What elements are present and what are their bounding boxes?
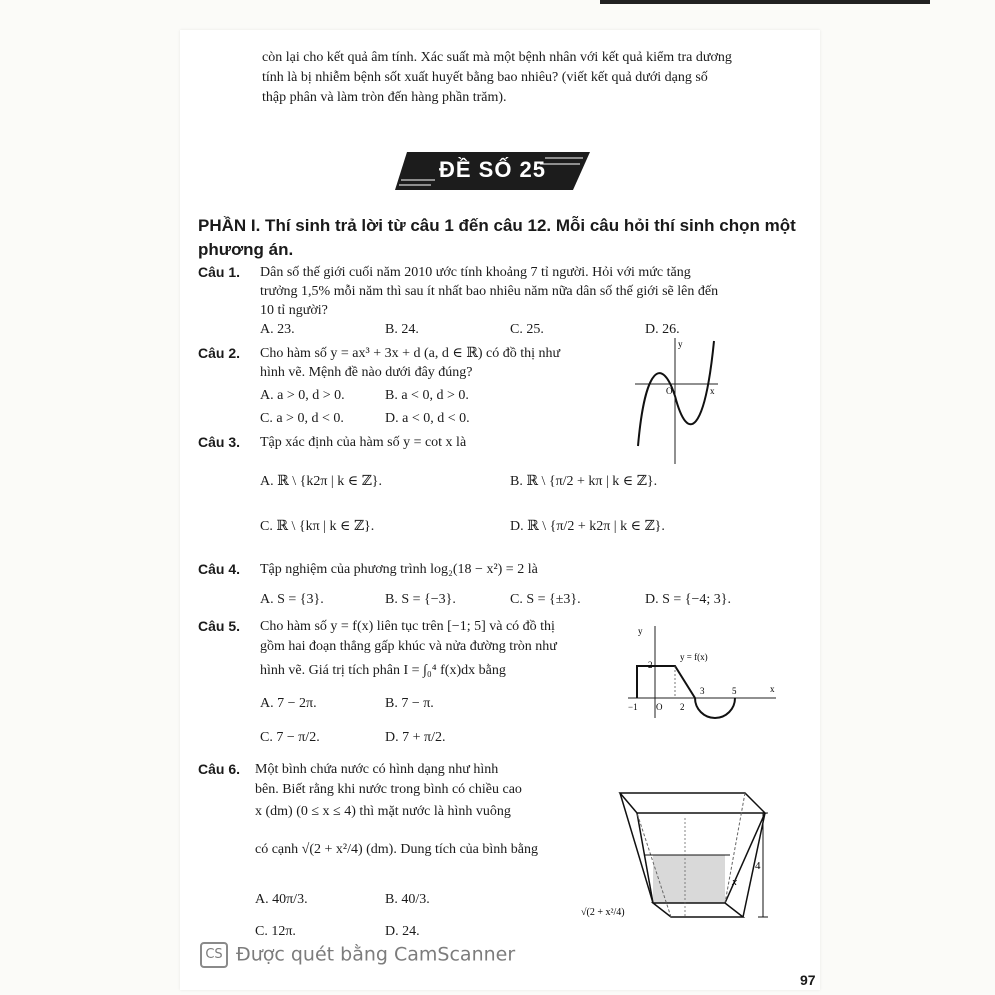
q6-side-label: √(2 + x²/4): [581, 907, 625, 918]
q2-cubic-graph: [630, 336, 720, 466]
q6-option-a: A. 40π/3.: [255, 892, 308, 907]
intro-line-3: thập phân và làm tròn đến hàng phần trăm).: [262, 90, 507, 105]
q2-curve: [638, 341, 714, 446]
q1-label: Câu 1.: [198, 264, 241, 280]
q3-option-c: C. ℝ \ {kπ | k ∈ ℤ}.: [260, 519, 375, 534]
q2-label: Câu 2.: [198, 345, 241, 361]
q1-option-a: A. 23.: [260, 322, 295, 337]
q2-x-label: x: [710, 386, 715, 396]
q4-label: Câu 4.: [198, 561, 241, 577]
section-header: PHẦN I. Thí sinh trả lời từ câu 1 đến câu 12. Mỗi câu hỏi thí sinh chọn một: [198, 216, 796, 235]
q3-option-b: B. ℝ \ {π/2 + kπ | k ∈ ℤ}.: [510, 474, 658, 489]
q3-label: Câu 3.: [198, 434, 241, 450]
q4-option-c: C. S = {±3}.: [510, 592, 581, 607]
q5-label: Câu 5.: [198, 618, 241, 634]
q6-line-4: có cạnh √(2 + x²/4) (dm). Dung tích của bình bằng: [255, 842, 538, 857]
q1-option-d: D. 26.: [645, 322, 680, 337]
q1-option-c: C. 25.: [510, 322, 544, 337]
q5-tick-neg1: −1: [628, 702, 638, 712]
q6-height-label: 4: [755, 860, 761, 872]
q5-option-a: A. 7 − 2π.: [260, 696, 317, 711]
q5-line-3: hình vẽ. Giá trị tích phân I = ∫₀⁴ f(x)dx bằng: [260, 663, 506, 678]
q2-option-a: A. a > 0, d > 0.: [260, 388, 345, 403]
q5-curve-label: y = f(x): [680, 652, 708, 662]
q6-bottom-face: [653, 903, 743, 917]
q2-line-1: Cho hàm số y = ax³ + 3x + d (a, d ∈ ℝ) có đồ thị như: [260, 346, 561, 361]
q5-line-1: Cho hàm số y = f(x) liên tục trên [−1; 5] và có đồ thị: [260, 619, 555, 634]
q6-x-label: x: [732, 876, 737, 888]
q4-option-a: A. S = {3}.: [260, 592, 324, 607]
q3-option-a: A. ℝ \ {k2π | k ∈ ℤ}.: [260, 474, 383, 489]
q6-option-b: B. 40/3.: [385, 892, 430, 907]
q5-x-label: x: [770, 684, 775, 694]
q5-option-b: B. 7 − π.: [385, 696, 434, 711]
intro-line-1: còn lại cho kết quả âm tính. Xác suất mà một bệnh nhân với kết quả kiểm tra dương: [262, 50, 732, 65]
q5-line-2: gồm hai đoạn thẳng gấp khúc và nửa đường tròn như: [260, 639, 557, 654]
q5-semicircle: [695, 698, 735, 718]
camscanner-logo-icon: CS: [200, 942, 228, 968]
q6-label: Câu 6.: [198, 761, 241, 777]
camscanner-watermark: [200, 942, 515, 968]
page-number: 97: [800, 972, 816, 988]
q2-option-c: C. a > 0, d < 0.: [260, 411, 344, 426]
q1-line-3: 10 tỉ người?: [260, 303, 328, 318]
section-header-cont: phương án.: [198, 240, 294, 259]
q4-line-1: Tập nghiệm của phương trình log₂(18 − x²) = 2 là: [260, 562, 538, 577]
q3-line-1: Tập xác định của hàm số y = cot x là: [260, 435, 467, 450]
q2-line-2: hình vẽ. Mệnh đề nào dưới đây đúng?: [260, 365, 473, 380]
q2-option-d: D. a < 0, d < 0.: [385, 411, 470, 426]
q6-line-3: x (dm) (0 ≤ x ≤ 4) thì mặt nước là hình vuông: [255, 804, 511, 819]
q6-line-2: bên. Biết rằng khi nước trong bình có chiều cao: [255, 782, 522, 797]
q5-tick-y2: 2: [648, 660, 653, 670]
q6-line-1: Một bình chứa nước có hình dạng như hình: [255, 762, 499, 777]
q5-function-graph: [620, 622, 780, 722]
q5-option-c: C. 7 − π/2.: [260, 730, 320, 745]
q4-option-b: B. S = {−3}.: [385, 592, 456, 607]
q6-option-d: D. 24.: [385, 924, 420, 939]
q5-origin: O: [656, 702, 663, 712]
q6-option-c: C. 12π.: [255, 924, 296, 939]
q5-y-label: y: [638, 626, 643, 636]
q3-option-d: D. ℝ \ {π/2 + k2π | k ∈ ℤ}.: [510, 519, 665, 534]
q1-line-1: Dân số thế giới cuối năm 2010 ước tính khoảng 7 tỉ người. Hỏi với mức tăng: [260, 265, 691, 280]
q2-y-label: y: [678, 339, 683, 349]
q6-container-figure: [575, 783, 775, 938]
q5-tick-x2: 2: [680, 702, 685, 712]
q4-option-d: D. S = {−4; 3}.: [645, 592, 732, 607]
camscanner-text: Được quét bằng CamScanner: [236, 943, 516, 966]
top-border: [600, 0, 930, 4]
q1-option-b: B. 24.: [385, 322, 419, 337]
q2-option-b: B. a < 0, d > 0.: [385, 388, 469, 403]
exam-banner: [395, 150, 590, 192]
exam-title: ĐỀ SỐ 25: [438, 157, 547, 182]
q5-tick-5: 5: [732, 686, 737, 696]
q5-tick-3: 3: [700, 686, 705, 696]
q5-polyline: [637, 666, 695, 698]
q5-option-d: D. 7 + π/2.: [385, 730, 446, 745]
intro-line-2: tính là bị nhiễm bệnh sốt xuất huyết bằng bao nhiêu? (viết kết quả dưới dạng số: [262, 70, 708, 85]
q2-origin: O: [666, 386, 673, 396]
q1-line-2: trưởng 1,5% mỗi năm thì sau ít nhất bao nhiêu năm nữa dân số thế giới sẽ lên đến: [260, 284, 719, 299]
